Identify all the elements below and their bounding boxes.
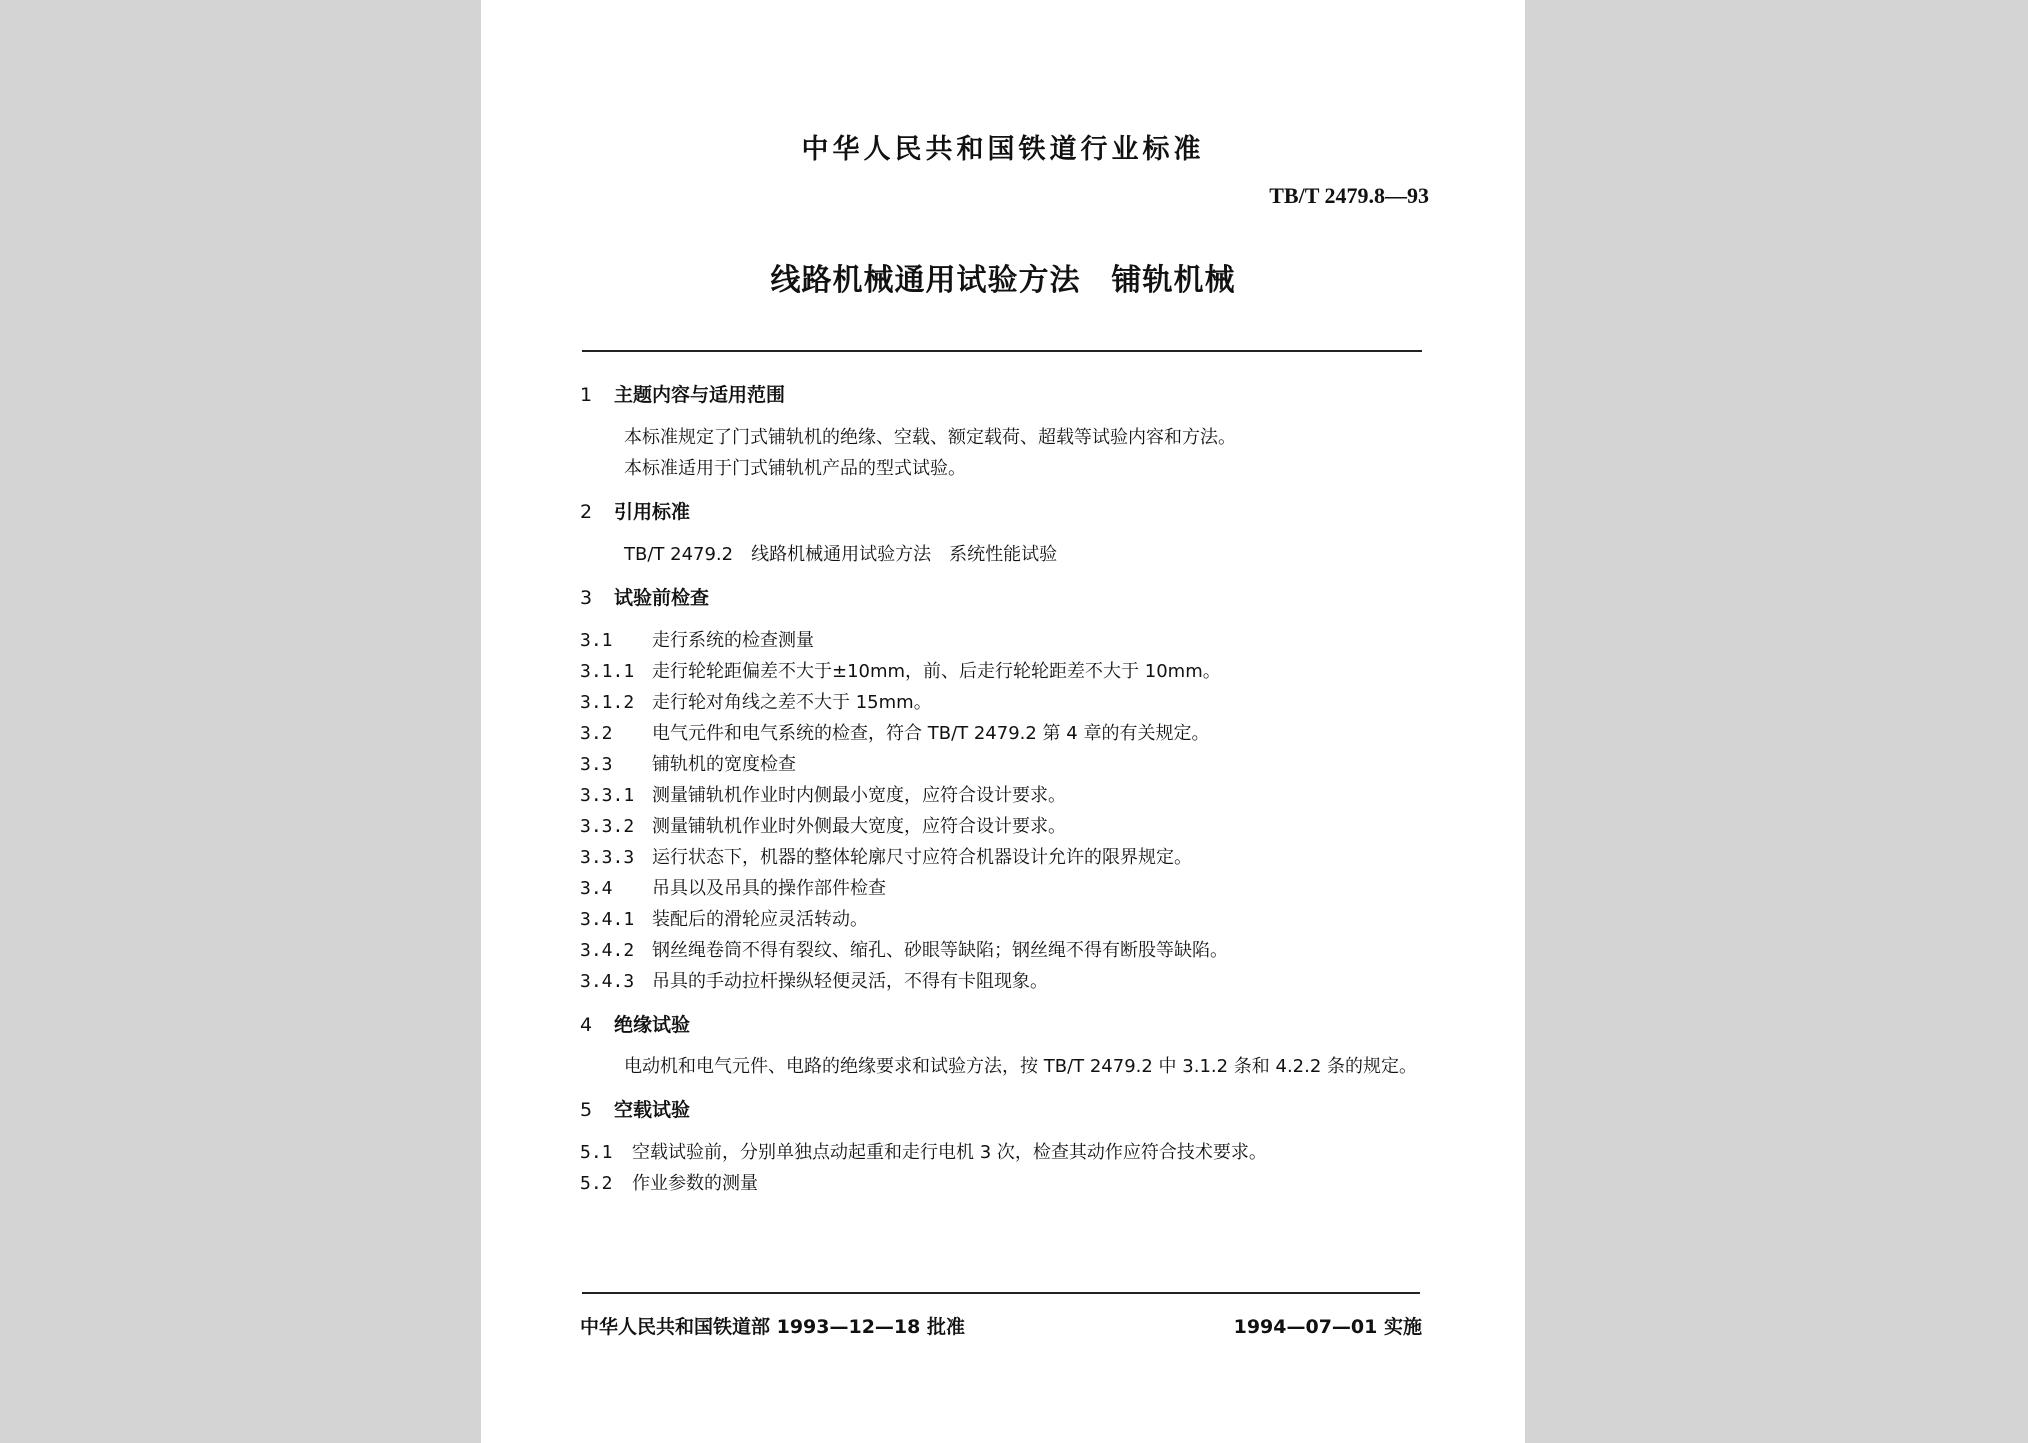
clause-text: 吊具以及吊具的操作部件检查 (652, 878, 886, 899)
clause-number: 3.4.3 (580, 971, 635, 992)
clause-item (580, 966, 1420, 997)
clause-text: 测量铺轨机作业时外侧最大宽度，应符合设计要求。 (652, 816, 1066, 837)
document-body (580, 382, 1420, 1199)
clause-number: 3.3.1 (580, 785, 635, 806)
clause-item (580, 687, 1420, 718)
clause-text: 走行系统的检查测量 (652, 630, 814, 651)
clause-number: 3.3.2 (580, 816, 635, 837)
clause-item (580, 842, 1420, 873)
clause-text: 走行轮轮距偏差不大于±10mm，前、后走行轮轮距差不大于 10mm。 (652, 661, 1221, 682)
section-title: 绝缘试验 (614, 1014, 691, 1036)
footer-divider (582, 1292, 1420, 1294)
clause-number: 5.2 (580, 1173, 613, 1194)
clause-text: 电气元件和电气系统的检查，符合 TB/T 2479.2 第 4 章的有关规定。 (652, 723, 1210, 744)
clause-text: 作业参数的测量 (632, 1173, 758, 1194)
header-divider (582, 350, 1422, 352)
clause-item (580, 1137, 1420, 1168)
section-heading (580, 382, 1420, 408)
section-number: 4 (580, 1014, 593, 1036)
section-heading (580, 499, 1420, 525)
clause-text: 装配后的滑轮应灵活转动。 (652, 909, 868, 930)
clause-item (580, 935, 1420, 966)
reference-standard: TB/T 2479.2 线路机械通用试验方法 系统性能试验 (624, 544, 1058, 565)
clause-number: 3.3 (580, 754, 613, 775)
clause-text: 空载试验前，分别单独点动起重和走行电机 3 次，检查其动作应符合技术要求。 (632, 1142, 1267, 1163)
section-heading (580, 1097, 1420, 1123)
section-title: 试验前检查 (614, 587, 710, 609)
clause-item (580, 811, 1420, 842)
clause-text: 铺轨机的宽度检查 (652, 754, 796, 775)
section-heading (580, 585, 1420, 611)
document-page (481, 0, 1525, 1443)
section-number: 2 (580, 501, 593, 523)
clause-number: 3.1 (580, 630, 613, 651)
clause-number: 3.2 (580, 723, 613, 744)
clause-item (580, 1168, 1420, 1199)
section-title: 空载试验 (614, 1099, 691, 1121)
section-number: 1 (580, 384, 593, 406)
paragraph: 本标准规定了门式铺轨机的绝缘、空载、额定载荷、超载等试验内容和方法。 (624, 427, 1236, 448)
clause-item (580, 904, 1420, 935)
clause-number: 5.1 (580, 1142, 613, 1163)
section-number: 5 (580, 1099, 593, 1121)
clause-item (580, 625, 1420, 656)
section-title: 引用标准 (614, 501, 691, 523)
clause-item (580, 873, 1420, 904)
approval-date: 中华人民共和国铁道部 1993—12—18 批准 (580, 1316, 965, 1338)
section-number: 3 (580, 587, 593, 609)
standard-number: TB/T 2479.8—93 (1269, 183, 1429, 208)
paragraph: 本标准适用于门式铺轨机产品的型式试验。 (624, 458, 966, 479)
clause-item (580, 780, 1420, 811)
effective-date: 1994—07—01 实施 (1233, 1316, 1422, 1338)
clause-text: 钢丝绳卷筒不得有裂纹、缩孔、砂眼等缺陷；钢丝绳不得有断股等缺陷。 (652, 940, 1228, 961)
issuing-organization: 中华人民共和国铁道行业标准 (801, 134, 1205, 165)
section-title: 主题内容与适用范围 (614, 384, 786, 406)
clause-text: 运行状态下，机器的整体轮廓尺寸应符合机器设计允许的限界规定。 (652, 847, 1192, 868)
section-heading (580, 1012, 1420, 1038)
clause-number: 3.1.1 (580, 661, 635, 682)
clause-number: 3.4.2 (580, 940, 635, 961)
clause-text: 走行轮对角线之差不大于 15mm。 (652, 692, 932, 713)
clause-number: 3.3.3 (580, 847, 635, 868)
clause-text: 测量铺轨机作业时内侧最小宽度，应符合设计要求。 (652, 785, 1066, 806)
clause-number: 3.1.2 (580, 692, 635, 713)
clause-item (580, 656, 1420, 687)
clause-number: 3.4.1 (580, 909, 635, 930)
document-title: 线路机械通用试验方法 铺轨机械 (770, 263, 1236, 298)
clause-item (580, 718, 1420, 749)
clause-text: 吊具的手动拉杆操纵轻便灵活，不得有卡阻现象。 (652, 971, 1048, 992)
clause-item (580, 749, 1420, 780)
paragraph: 电动机和电气元件、电路的绝缘要求和试验方法，按 TB/T 2479.2 中 3.1.2 条和 4.2.2 条的规定。 (624, 1056, 1418, 1077)
clause-number: 3.4 (580, 878, 613, 899)
